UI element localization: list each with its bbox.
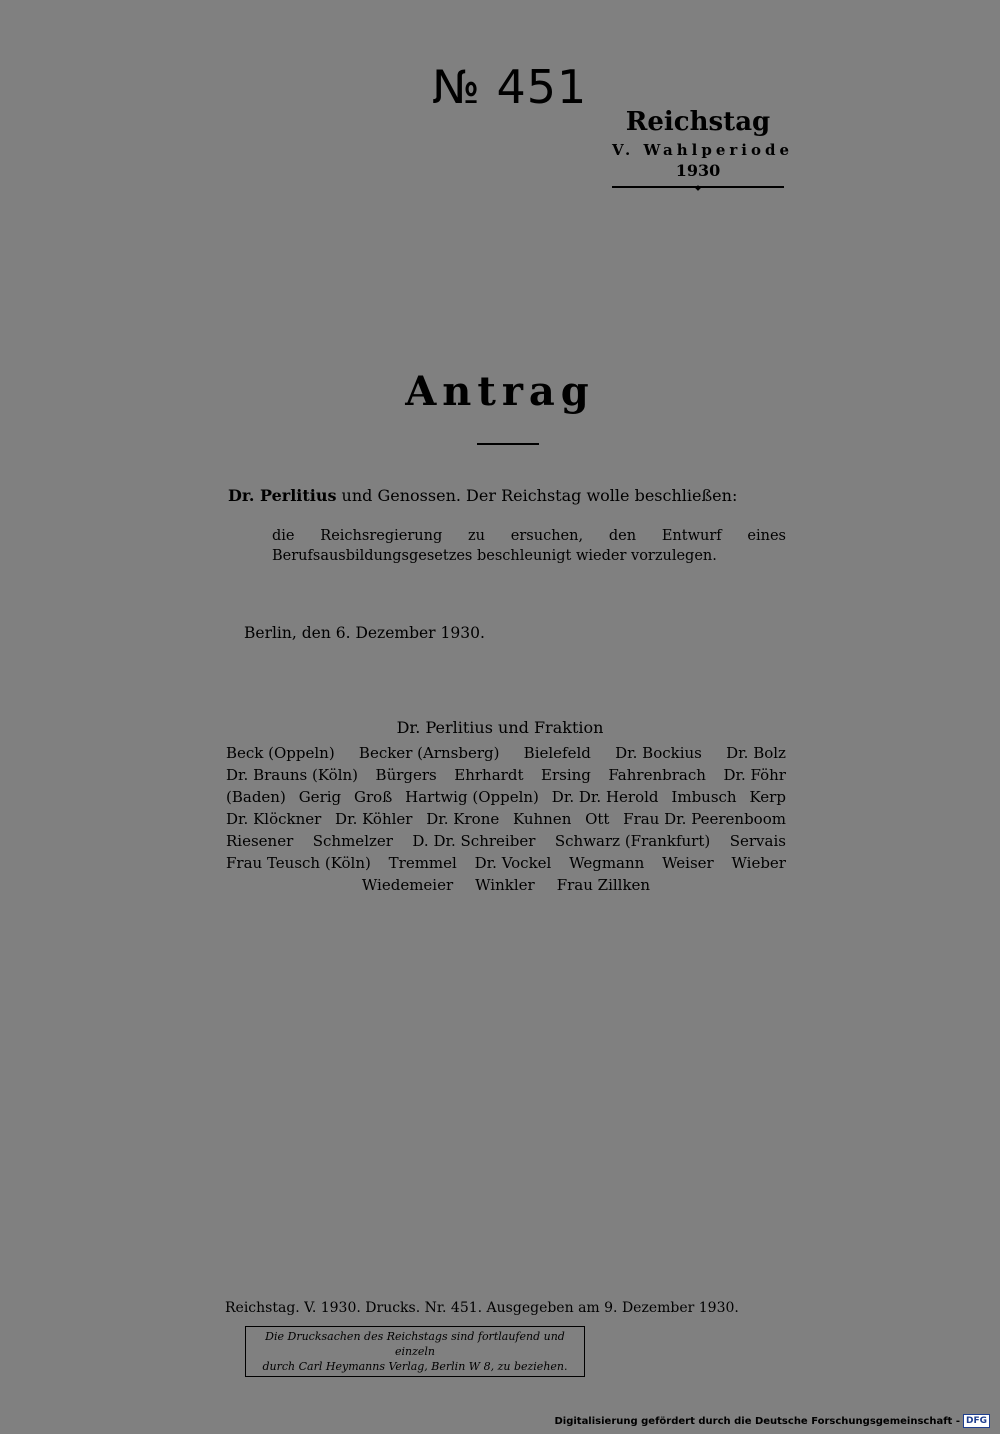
digitization-credit [554,1414,990,1428]
title-divider [477,443,539,445]
member-name: Frau Zillken [556,876,651,894]
names-row-6 [226,852,786,874]
member-name: Beck (Oppeln) [226,744,335,762]
member-name: Winkler [475,876,535,894]
member-name: Dr. Brauns (Köln) [226,766,359,784]
names-row-7 [226,874,786,896]
member-name: Becker (Arnsberg) [358,744,500,762]
motion-mover: Dr. Perlitius [228,486,337,505]
names-row-2 [226,764,786,786]
member-name: Frau Teusch (Köln) [226,854,371,872]
dfg-logo: DFG [963,1414,990,1428]
names-row-5 [226,830,786,852]
member-name: Kuhnen [512,810,572,828]
signatory: Dr. Perlitius und Fraktion [396,718,604,737]
member-name: Ersing [541,766,591,784]
member-name: Wegmann [569,854,645,872]
member-name: Dr. Krone [426,810,500,828]
names-row-3 [226,786,786,808]
print-notice: Reichstag. V. 1930. Drucks. Nr. 451. Ausgegeben am 9. Dezember 1930. [225,1300,739,1316]
place-date: Berlin, den 6. Dezember 1930. [244,624,485,642]
reichstag-label: Reichstag [625,107,771,137]
member-name: Dr. Dr. Herold [551,788,659,806]
member-name: Dr. Föhr [723,766,786,784]
member-name: Ehrhardt [454,766,524,784]
member-name: Schwarz (Frankfurt) [554,832,711,850]
publisher-notice-box [245,1326,585,1377]
document-title: Antrag [405,368,595,415]
credit-text: Digitalisierung gefördert durch die Deutsche Forschungsgemeinschaft - [554,1415,960,1427]
member-name: Servais [729,832,786,850]
member-name: Dr. Bolz [726,744,786,762]
document-number: № 451 [432,60,588,114]
election-period: V. Wahlperiode [612,140,793,159]
member-name: Bielefeld [523,744,591,762]
member-name: Dr. Köhler [335,810,413,828]
member-name: Dr. Klöckner [226,810,322,828]
member-name: Ott [585,810,610,828]
member-name: Weiser [662,854,714,872]
member-name: Riesener [226,832,294,850]
member-name: Dr. Bockius [615,744,702,762]
motion-intro-text: und Genossen. Der Reichstag wolle beschließen: [341,486,738,505]
motion-body: die Reichsregierung zu ersuchen, den Entwurf eines Berufsausbildungsgesetzes beschleunigt wieder vorzulegen. [272,528,786,564]
names-row-4 [226,808,786,830]
member-name: Groß [354,788,393,806]
reichstag-header-box [612,107,793,188]
member-name: Bürgers [375,766,437,784]
member-name: D. Dr. Schreiber [412,832,536,850]
header-rule [612,186,784,188]
header-year: 1930 [675,160,721,180]
member-name: (Baden) [226,788,286,806]
member-name: Wieber [731,854,786,872]
member-name: Imbusch [671,788,737,806]
member-name: Fahrenbrach [608,766,706,784]
member-name: Hartwig (Oppeln) [405,788,539,806]
member-name: Frau Dr. Peerenboom [623,810,786,828]
member-name: Schmelzer [312,832,393,850]
member-name: Dr. Vockel [474,854,552,872]
publisher-notice-line-1: Die Drucksachen des Reichstags sind fortlaufend und einzeln [265,1330,565,1358]
motion-intro [228,486,737,505]
member-name: Wiedemeier [361,876,454,894]
member-name: Gerig [298,788,342,806]
names-row-1 [226,742,786,764]
publisher-notice-line-2: durch Carl Heymanns Verlag, Berlin W 8, zu beziehen. [262,1360,568,1373]
member-name: Tremmel [388,854,457,872]
member-name: Kerp [749,788,786,806]
